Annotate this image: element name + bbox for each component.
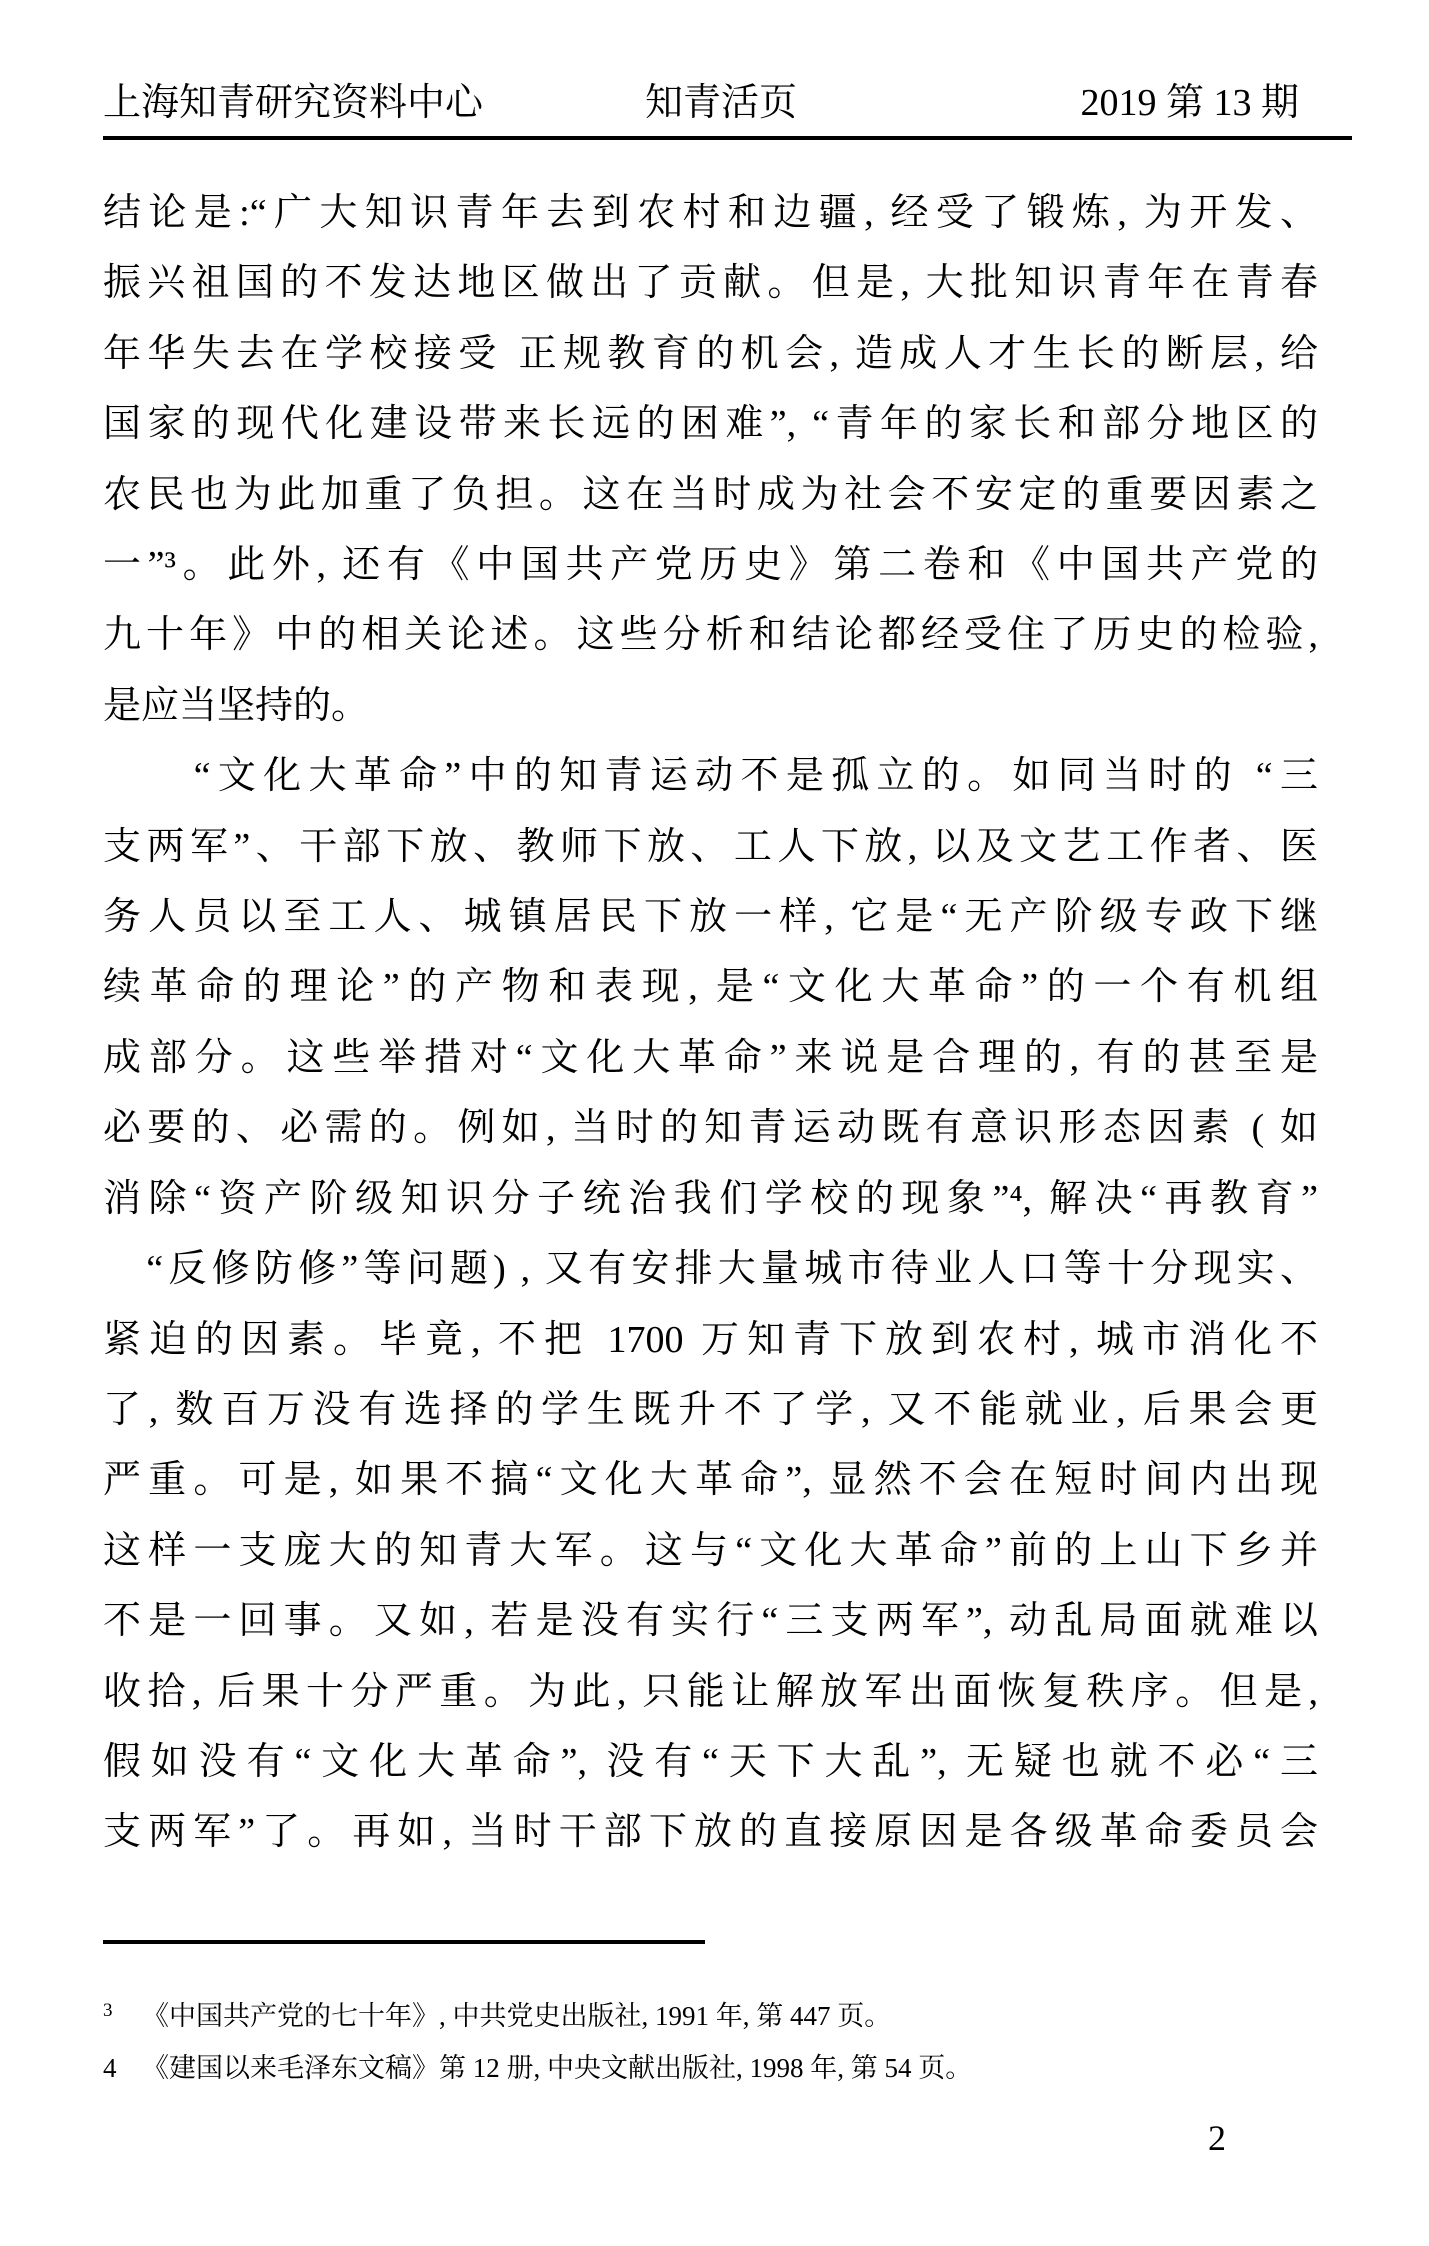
- body-text: [103, 178, 1318, 1868]
- text-line: 紧迫的因素。毕竟, 不把 1700 万知青下放到农村, 城市消化不: [103, 1318, 1318, 1361]
- text-line: 假如没有“文化大革命”, 没有“天下大乱”, 无疑也就不必“三: [103, 1740, 1318, 1783]
- footnote-4: [103, 2042, 1333, 2094]
- footnote-3: [103, 1985, 1333, 2042]
- paragraph-1: [103, 178, 1318, 741]
- text-line: 年华失去在学校接受 正规教育的机会, 造成人才生长的断层, 给: [103, 332, 1318, 375]
- page-number: 2: [1208, 2118, 1226, 2158]
- footnote-3-marker: 3: [103, 2000, 113, 2021]
- text-line: 这样一支庞大的知青大军。这与“文化大革命”前的上山下乡并: [103, 1529, 1318, 1572]
- footnote-separator: [103, 1940, 705, 1944]
- text-line: 了, 数百万没有选择的学生既升不了学, 又不能就业, 后果会更: [103, 1388, 1318, 1431]
- text-line: 一”³。此外, 还有《中国共产党历史》第二卷和《中国共产党的: [103, 544, 1318, 587]
- text-line: 续革命的理论”的产物和表现, 是“文化大革命”的一个有机组: [103, 966, 1318, 1009]
- text-line: 必要的、必需的。例如, 当时的知青运动既有意识形态因素 ( 如: [103, 1107, 1318, 1150]
- header-rule: [103, 136, 1352, 140]
- text-line: 不是一回事。又如, 若是没有实行“三支两军”, 动乱局面就难以: [103, 1600, 1318, 1643]
- text-line: 国家的现代化建设带来长远的困难”, “青年的家长和部分地区的: [103, 403, 1318, 446]
- text-line: “反修防修”等问题) , 又有安排大量城市待业人口等十分现实、: [103, 1248, 1318, 1291]
- text-line: 收拾, 后果十分严重。为此, 只能让解放军出面恢复秩序。但是,: [103, 1670, 1318, 1713]
- text-line: 结论是:“广大知识青年去到农村和边疆, 经受了锻炼, 为开发、: [103, 192, 1318, 234]
- text-line: 严重。可是, 如果不搞“文化大革命”, 显然不会在短时间内出现: [103, 1459, 1318, 1502]
- footnote-4-marker: 4: [103, 2053, 117, 2083]
- header-issue-info: 2019 第 13 期: [1080, 82, 1299, 124]
- header-publication-title: 知青活页: [645, 82, 798, 124]
- text-line: “文化大革命”中的知青运动不是孤立的。如同当时的 “三: [103, 755, 1318, 798]
- text-line: 九十年》中的相关论述。这些分析和结论都经受住了历史的检验,: [103, 614, 1318, 657]
- text-line: 支两军”、干部下放、教师下放、工人下放, 以及文艺工作者、医: [103, 825, 1318, 868]
- text-line: 振兴祖国的不发达地区做出了贡献。但是, 大批知识青年在青春: [103, 262, 1318, 305]
- text-line: 是应当坚持的。: [103, 684, 370, 727]
- header-org-name: 上海知青研究资料中心: [103, 82, 484, 124]
- footnote-3-text: 《中国共产党的七十年》, 中共党史出版社, 1991 年, 第 447 页。: [142, 2001, 892, 2031]
- text-line: 支两军”了。再如, 当时干部下放的直接原因是各级革命委员会: [103, 1811, 1318, 1854]
- text-line: 务人员以至工人、城镇居民下放一样, 它是“无产阶级专政下继: [103, 896, 1318, 939]
- paragraph-2: [103, 741, 1318, 1868]
- footnotes: [103, 1985, 1333, 2094]
- text-line: 农民也为此加重了负担。这在当时成为社会不安定的重要因素之: [103, 473, 1318, 516]
- text-line: 消除“资产阶级知识分子统治我们学校的现象”⁴, 解决“再教育”: [103, 1177, 1318, 1220]
- footnote-4-text: 《建国以来毛泽东文稿》第 12 册, 中央文献出版社, 1998 年, 第 54 页。: [142, 2053, 973, 2083]
- text-line: 成部分。这些举措对“文化大革命”来说是合理的, 有的甚至是: [103, 1036, 1318, 1079]
